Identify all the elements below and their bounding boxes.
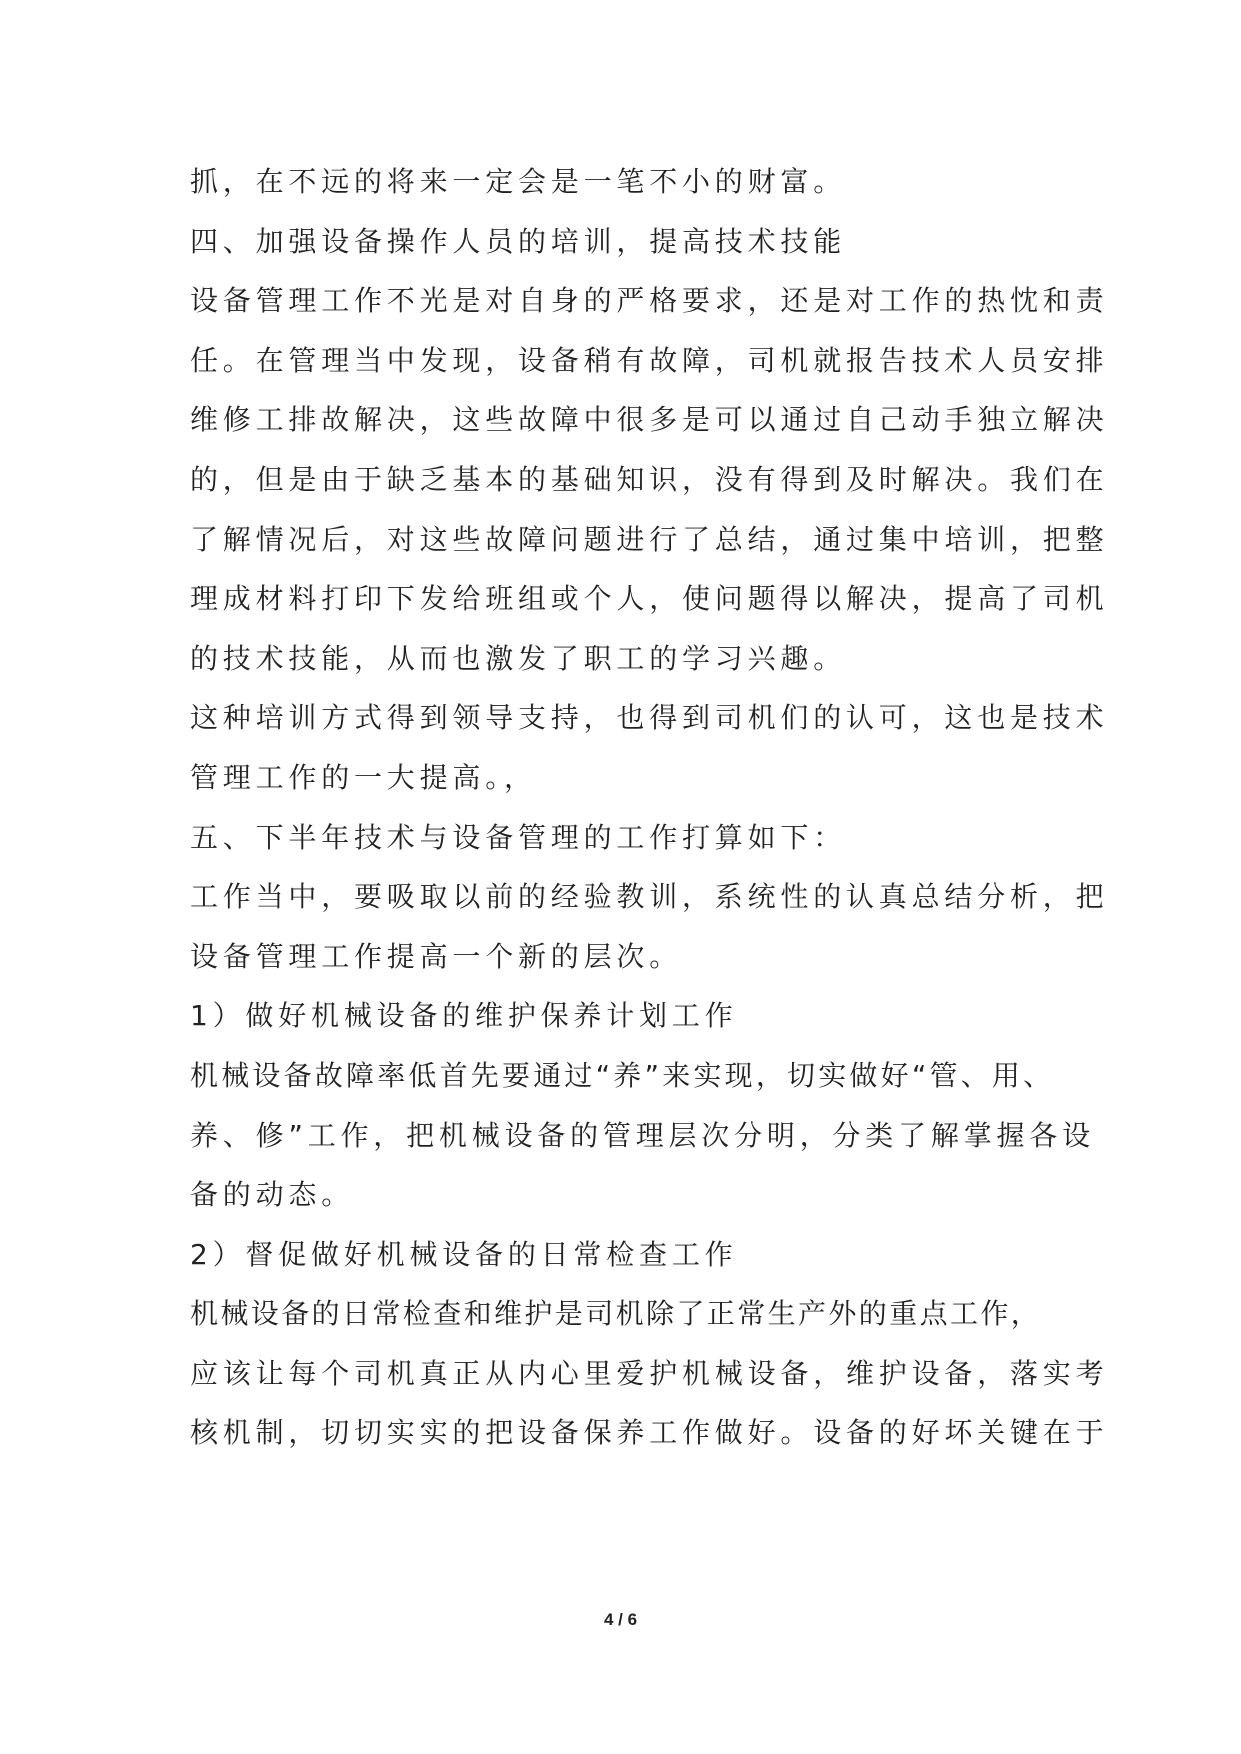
page-number: 4 / 6 (603, 1610, 638, 1629)
subsection-heading: 2）督促做好机械设备的日常检查工作 (190, 1237, 738, 1271)
text-line: 设备管理工作不光是对自身的严格要求，还是对工作的热忱和责 (190, 284, 1109, 318)
section-heading: 四、加强设备操作人员的培训，提高技术技能 (190, 224, 847, 258)
text-line: 这种培训方式得到领导支持，也得到司机们的认可，这也是技术 (190, 701, 1109, 735)
text-line: 维修工排故解决，这些故障中很多是可以通过自己动手独立解决 (190, 403, 1109, 437)
text-line: 的，但是由于缺乏基本的基础知识，没有得到及时解决。我们在 (190, 462, 1109, 496)
text-line: 任。在管理当中发现，设备稍有故障，司机就报告技术人员安排 (190, 343, 1109, 377)
text-line: 养、修”工作，把机械设备的管理层次分明，分类了解掌握各设 (190, 1118, 1095, 1152)
text-line: 抓，在不远的将来一定会是一笔不小的财富。 (190, 165, 847, 198)
text-line: 的技术技能，从而也激发了职工的学习兴趣。 (190, 641, 847, 675)
section-heading: 五、下半年技术与设备管理的工作打算如下： (190, 820, 847, 854)
text-line: 理成材料打印下发给班组或个人，使问题得以解决，提高了司机 (190, 582, 1109, 616)
text-line: 机械设备故障率低首先要通过“养”来实现，切实做好“管、用、 (190, 1058, 1055, 1092)
text-line: 机械设备的日常检查和维护是司机除了正常生产外的重点工作， (190, 1297, 1042, 1331)
text-line: 工作当中，要吸取以前的经验教训，系统性的认真总结分析，把 (190, 880, 1109, 914)
text-line: 核机制，切切实实的把设备保养工作做好。设备的好坏关键在于 (190, 1416, 1109, 1450)
text-line: 备的动态。 (190, 1178, 355, 1212)
text-line: 设备管理工作提高一个新的层次。 (190, 939, 683, 973)
text-line: 了解情况后，对这些故障问题进行了总结，通过集中培训，把整 (190, 522, 1109, 556)
body-text (190, 152, 1109, 1463)
text-line: 管理工作的一大提高。， (190, 760, 537, 794)
subsection-heading: 1）做好机械设备的维护保养计划工作 (190, 999, 738, 1033)
text-line: 应该让每个司机真正从内心里爱护机械设备，维护设备，落实考 (190, 1356, 1109, 1390)
